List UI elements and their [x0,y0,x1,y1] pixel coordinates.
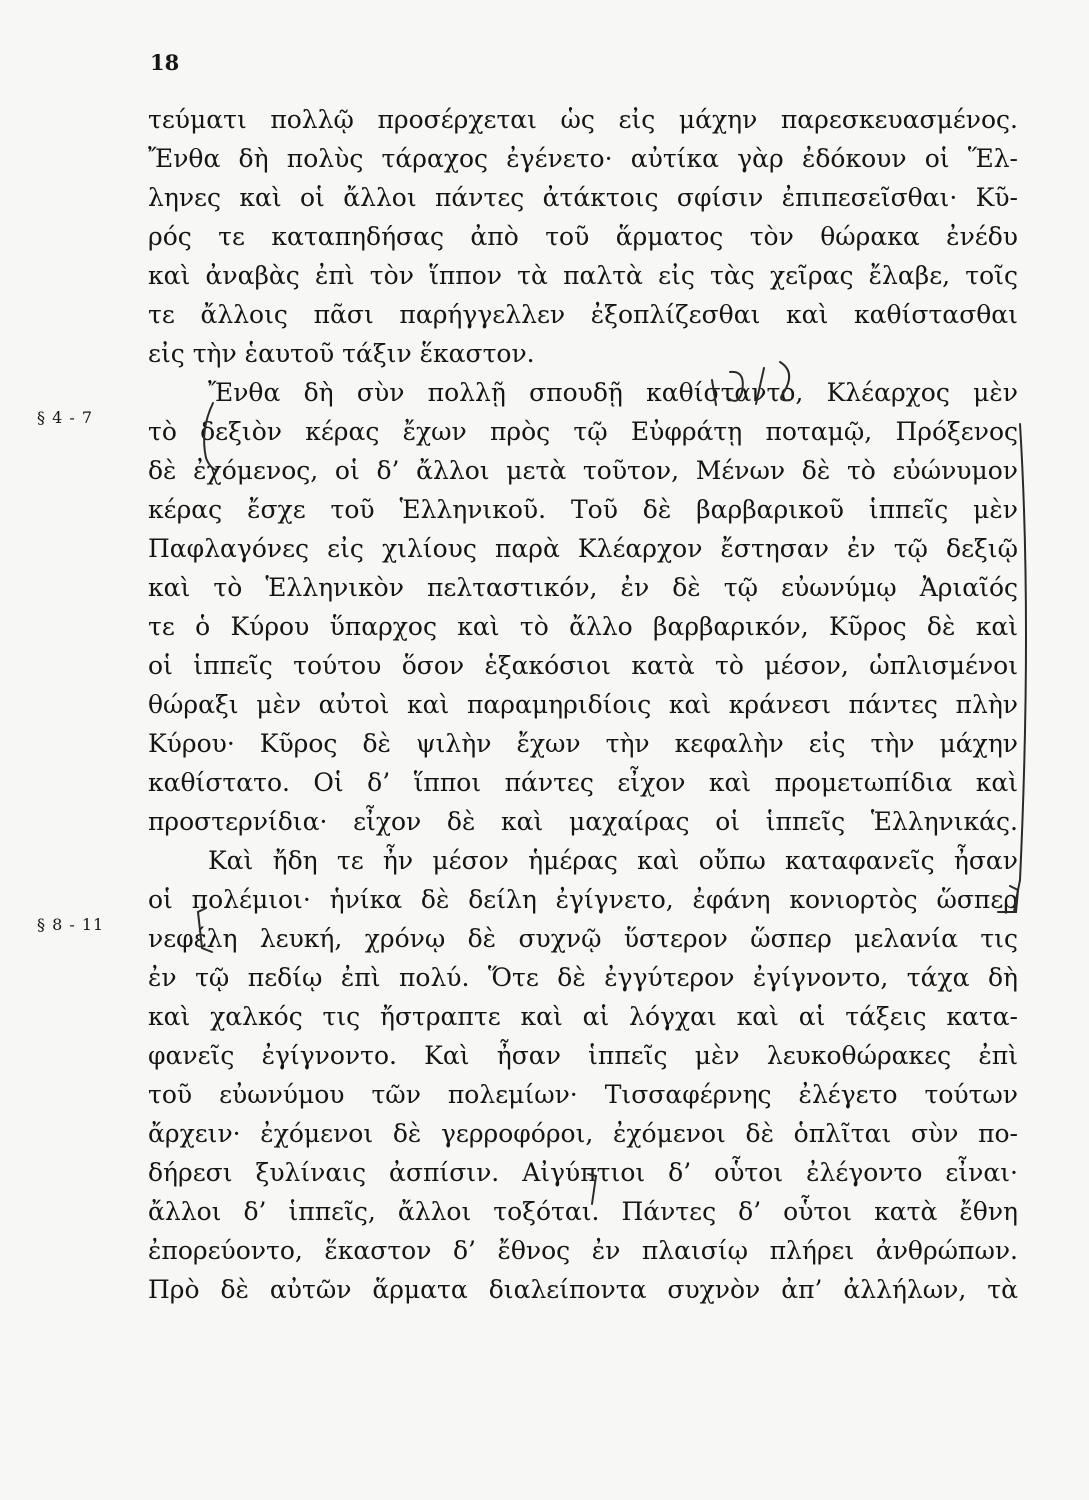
text-line: φανεῖς ἐγίγνοντο. Καὶ ἦσαν ἱππεῖς μὲν λευκοθώρακες ἐπὶ [148,1041,1018,1070]
section-reference-4-7: § 4 - 7 [37,408,94,427]
text-line: κέρας ἔσχε τοῦ Ἑλληνικοῦ. Τοῦ δὲ βαρβαρικοῦ ἱππεῖς μὲν [148,495,1018,524]
text-line: δήρεσι ξυλίναις ἀσπίσιν. Αἰγύπτιοι δ’ οὗτοι ἐλέγοντο εἶναι· [148,1158,1018,1187]
text-line: ἄρχειν· ἐχόμενοι δὲ γερροφόροι, ἐχόμενοι δὲ ὁπλῖται σὺν πο- [148,1119,1018,1148]
text-line: οἱ πολέμιοι· ἡνίκα δὲ δείλη ἐγίγνετο, ἐφάνη κονιορτὸς ὥσπερ [148,885,1018,914]
text-line: Κύρου· Κῦρος δὲ ψιλὴν ἔχων τὴν κεφαλὴν εἰς τὴν μάχην [148,729,1018,758]
text-line: ἄλλοι δ’ ἱππεῖς, ἄλλοι τοξόται. Πάντες δ’ οὗτοι κατὰ ἔθνη [148,1197,1018,1226]
text-line: νεφέλη λευκή, χρόνῳ δὲ συχνῷ ὕστερον ὥσπερ μελανία τις [148,924,1018,953]
text-line: Παφλαγόνες εἰς χιλίους παρὰ Κλέαρχον ἔστησαν ἐν τῷ δεξιῷ [148,534,1018,563]
text-line: τεύματι πολλῷ προσέρχεται ὡς εἰς μάχην παρεσκευασμένος. [148,105,1018,134]
text-line: προστερνίδια· εἶχον δὲ καὶ μαχαίρας οἱ ἱππεῖς Ἑλληνικάς. [148,807,1018,836]
text-line: θώραξι μὲν αὐτοὶ καὶ παραμηριδίοις καὶ κράνεσι πάντες πλὴν [148,690,1018,719]
text-line: ληνες καὶ οἱ ἄλλοι πάντες ἀτάκτοις σφίσιν ἐπιπεσεῖσθαι· Κῦ- [148,183,1018,212]
text-line: Ἔνθα δὴ σὺν πολλῇ σπουδῇ καθίσταντο, Κλέαρχος μὲν [208,378,1018,407]
text-line: καθίστατο. Οἱ δ’ ἵπποι πάντες εἶχον καὶ προμετωπίδια καὶ [148,768,1018,797]
text-line: Καὶ ἤδη τε ἦν μέσον ἡμέρας καὶ οὔπω καταφανεῖς ἦσαν [208,846,1018,875]
greek-text-body [148,100,1018,1309]
text-line: ἐν τῷ πεδίῳ ἐπὶ πολύ. Ὅτε δὲ ἐγγύτερον ἐγίγνοντο, τάχα δὴ [148,963,1018,992]
text-line: καὶ ἀναβὰς ἐπὶ τὸν ἵππον τὰ παλτὰ εἰς τὰς χεῖρας ἔλαβε, τοῖς [148,261,1018,290]
text-line: τοῦ εὐωνύμου τῶν πολεμίων· Τισσαφέρνης ἐλέγετο τούτων [148,1080,1018,1109]
text-line: καὶ χαλκός τις ἤστραπτε καὶ αἱ λόγχαι καὶ αἱ τάξεις κατα- [148,1002,1018,1031]
text-line: ρός τε καταπηδήσας ἀπὸ τοῦ ἅρματος τὸν θώρακα ἐνέδυ [148,222,1018,251]
text-line: ἐπορεύοντο, ἕκαστον δ’ ἔθνος ἐν πλαισίῳ πλήρει ἀνθρώπων. [148,1236,1018,1265]
text-line: καὶ τὸ Ἑλληνικὸν πελταστικόν, ἐν δὲ τῷ εὐωνύμῳ Ἀριαῖός [148,573,1018,602]
page-number: 18 [150,50,180,75]
text-line: Ἔνθα δὴ πολὺς τάραχος ἐγένετο· αὐτίκα γὰρ ἐδόκουν οἱ Ἕλ- [148,144,1018,173]
text-line: εἰς τὴν ἑαυτοῦ τάξιν ἕκαστον. [148,339,535,368]
section-reference-8-11: § 8 - 11 [37,915,105,934]
text-line: οἱ ἱππεῖς τούτου ὅσον ἑξακόσιοι κατὰ τὸ μέσον, ὡπλισμένοι [148,651,1018,680]
text-line: δὲ ἐχόμενος, οἱ δ’ ἄλλοι μετὰ τοῦτον, Μένων δὲ τὸ εὐώνυμον [148,456,1018,485]
text-line: τε ἄλλοις πᾶσι παρήγγελλεν ἐξοπλίζεσθαι καὶ καθίστασθαι [148,300,1018,329]
text-line: Πρὸ δὲ αὐτῶν ἅρματα διαλείποντα συχνὸν ἀπ’ ἀλλήλων, τὰ [148,1275,1018,1304]
text-line: τε ὁ Κύρου ὕπαρχος καὶ τὸ ἄλλο βαρβαρικόν, Κῦρος δὲ καὶ [148,612,1018,641]
text-line: τὸ δεξιὸν κέρας ἔχων πρὸς τῷ Εὐφράτῃ ποταμῷ, Πρόξενος [148,417,1018,446]
